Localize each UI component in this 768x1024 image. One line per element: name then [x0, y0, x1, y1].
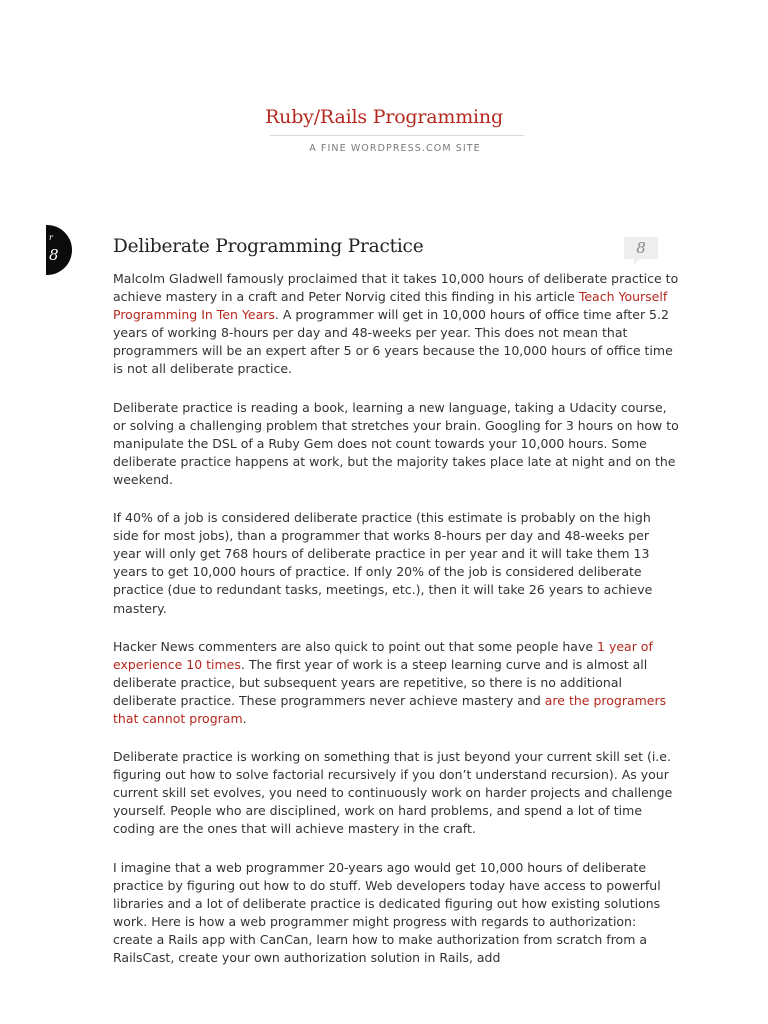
- paragraph: Deliberate practice is reading a book, learning a new language, taking a Udacity course, or solving a challenging problem that stretches your brain. Googling for 3 hours on how to manipulate the DSL of a Ruby Gem does not count towards your 10,000 hours. Some deliberate practice happens at work, but the majority takes place late at night and on the weekend.: [113, 399, 679, 487]
- paragraph: Hacker News commenters are also quick to point out that some people have 1 year of experience 10 times. The first year of work is a steep learning curve and is almost all deliberate practice, but subsequent years are repetitive, so there is no additional deliberate practice. These programmers never achieve mastery and are the programers that cannot program.: [113, 638, 667, 726]
- link-teach-yourself-programming[interactable]: Teach Yourself Programming In Ten Years: [113, 289, 668, 323]
- post-date-day: 8: [49, 246, 59, 264]
- post-title[interactable]: Deliberate Programming Practice: [113, 236, 424, 257]
- title-divider: [270, 135, 524, 136]
- site-tagline: A FINE WORDPRESS.COM SITE: [309, 143, 481, 154]
- post-date-month: r: [49, 233, 53, 242]
- link-programmers-cannot-program[interactable]: are the programers that cannot program: [113, 692, 667, 726]
- paragraph: I imagine that a web programmer 20-years ago would get 10,000 hours of deliberate practice by figuring out how to do stuff. Web developers today have access to powerful libraries and a lot of deliberate practice is dedicated figuring out how existing solutions work. Here is how a web programmer might progress with regards to authorization: create a Rails app with CanCan, learn how to make authorization from scratch from a RailsCast, create your own authorization solution in Rails, add: [113, 859, 661, 965]
- paragraph: Malcolm Gladwell famously proclaimed that it takes 10,000 hours of deliberate practice to achieve mastery in a craft and Peter Norvig cited this finding in his article Teach Yourself Programming In Ten Years. A programmer will get in 10,000 hours of office time after 5.2 years of working 8-hours per day and 48-weeks per year. This does not mean that programmers will be an expert after 5 or 6 years because the 10,000 hours of office time is not all deliberate practice.: [113, 271, 679, 377]
- post-content: [113, 270, 679, 987]
- comment-count-bubble[interactable]: 8: [624, 237, 658, 259]
- paragraph: Deliberate practice is working on something that is just beyond your current skill set (i.e. figuring out how to solve factorial recursively if you don’t understand recursion). As your current skill set evolves, you need to continuously work on harder projects and challenge yourself. People who are disciplined, work on hard problems, and spend a lot of time coding are the ones that will achieve mastery in the craft.: [113, 749, 673, 837]
- paragraph: If 40% of a job is considered deliberate practice (this estimate is probably on the high side for most jobs), than a programmer that works 8-hours per day and 48-weeks per year will only get 768 hours of deliberate practice in per year and it will take them 13 years to get 10,000 hours of practice. If only 20% of the job is considered deliberate practice (due to redundant tasks, meetings, etc.), then it will take 26 years to achieve mastery.: [113, 510, 653, 616]
- site-title[interactable]: Ruby/Rails Programming: [265, 106, 503, 128]
- left-edge-clip: [0, 220, 46, 280]
- link-1-year-of-experience[interactable]: 1 year of experience 10 times: [113, 638, 653, 672]
